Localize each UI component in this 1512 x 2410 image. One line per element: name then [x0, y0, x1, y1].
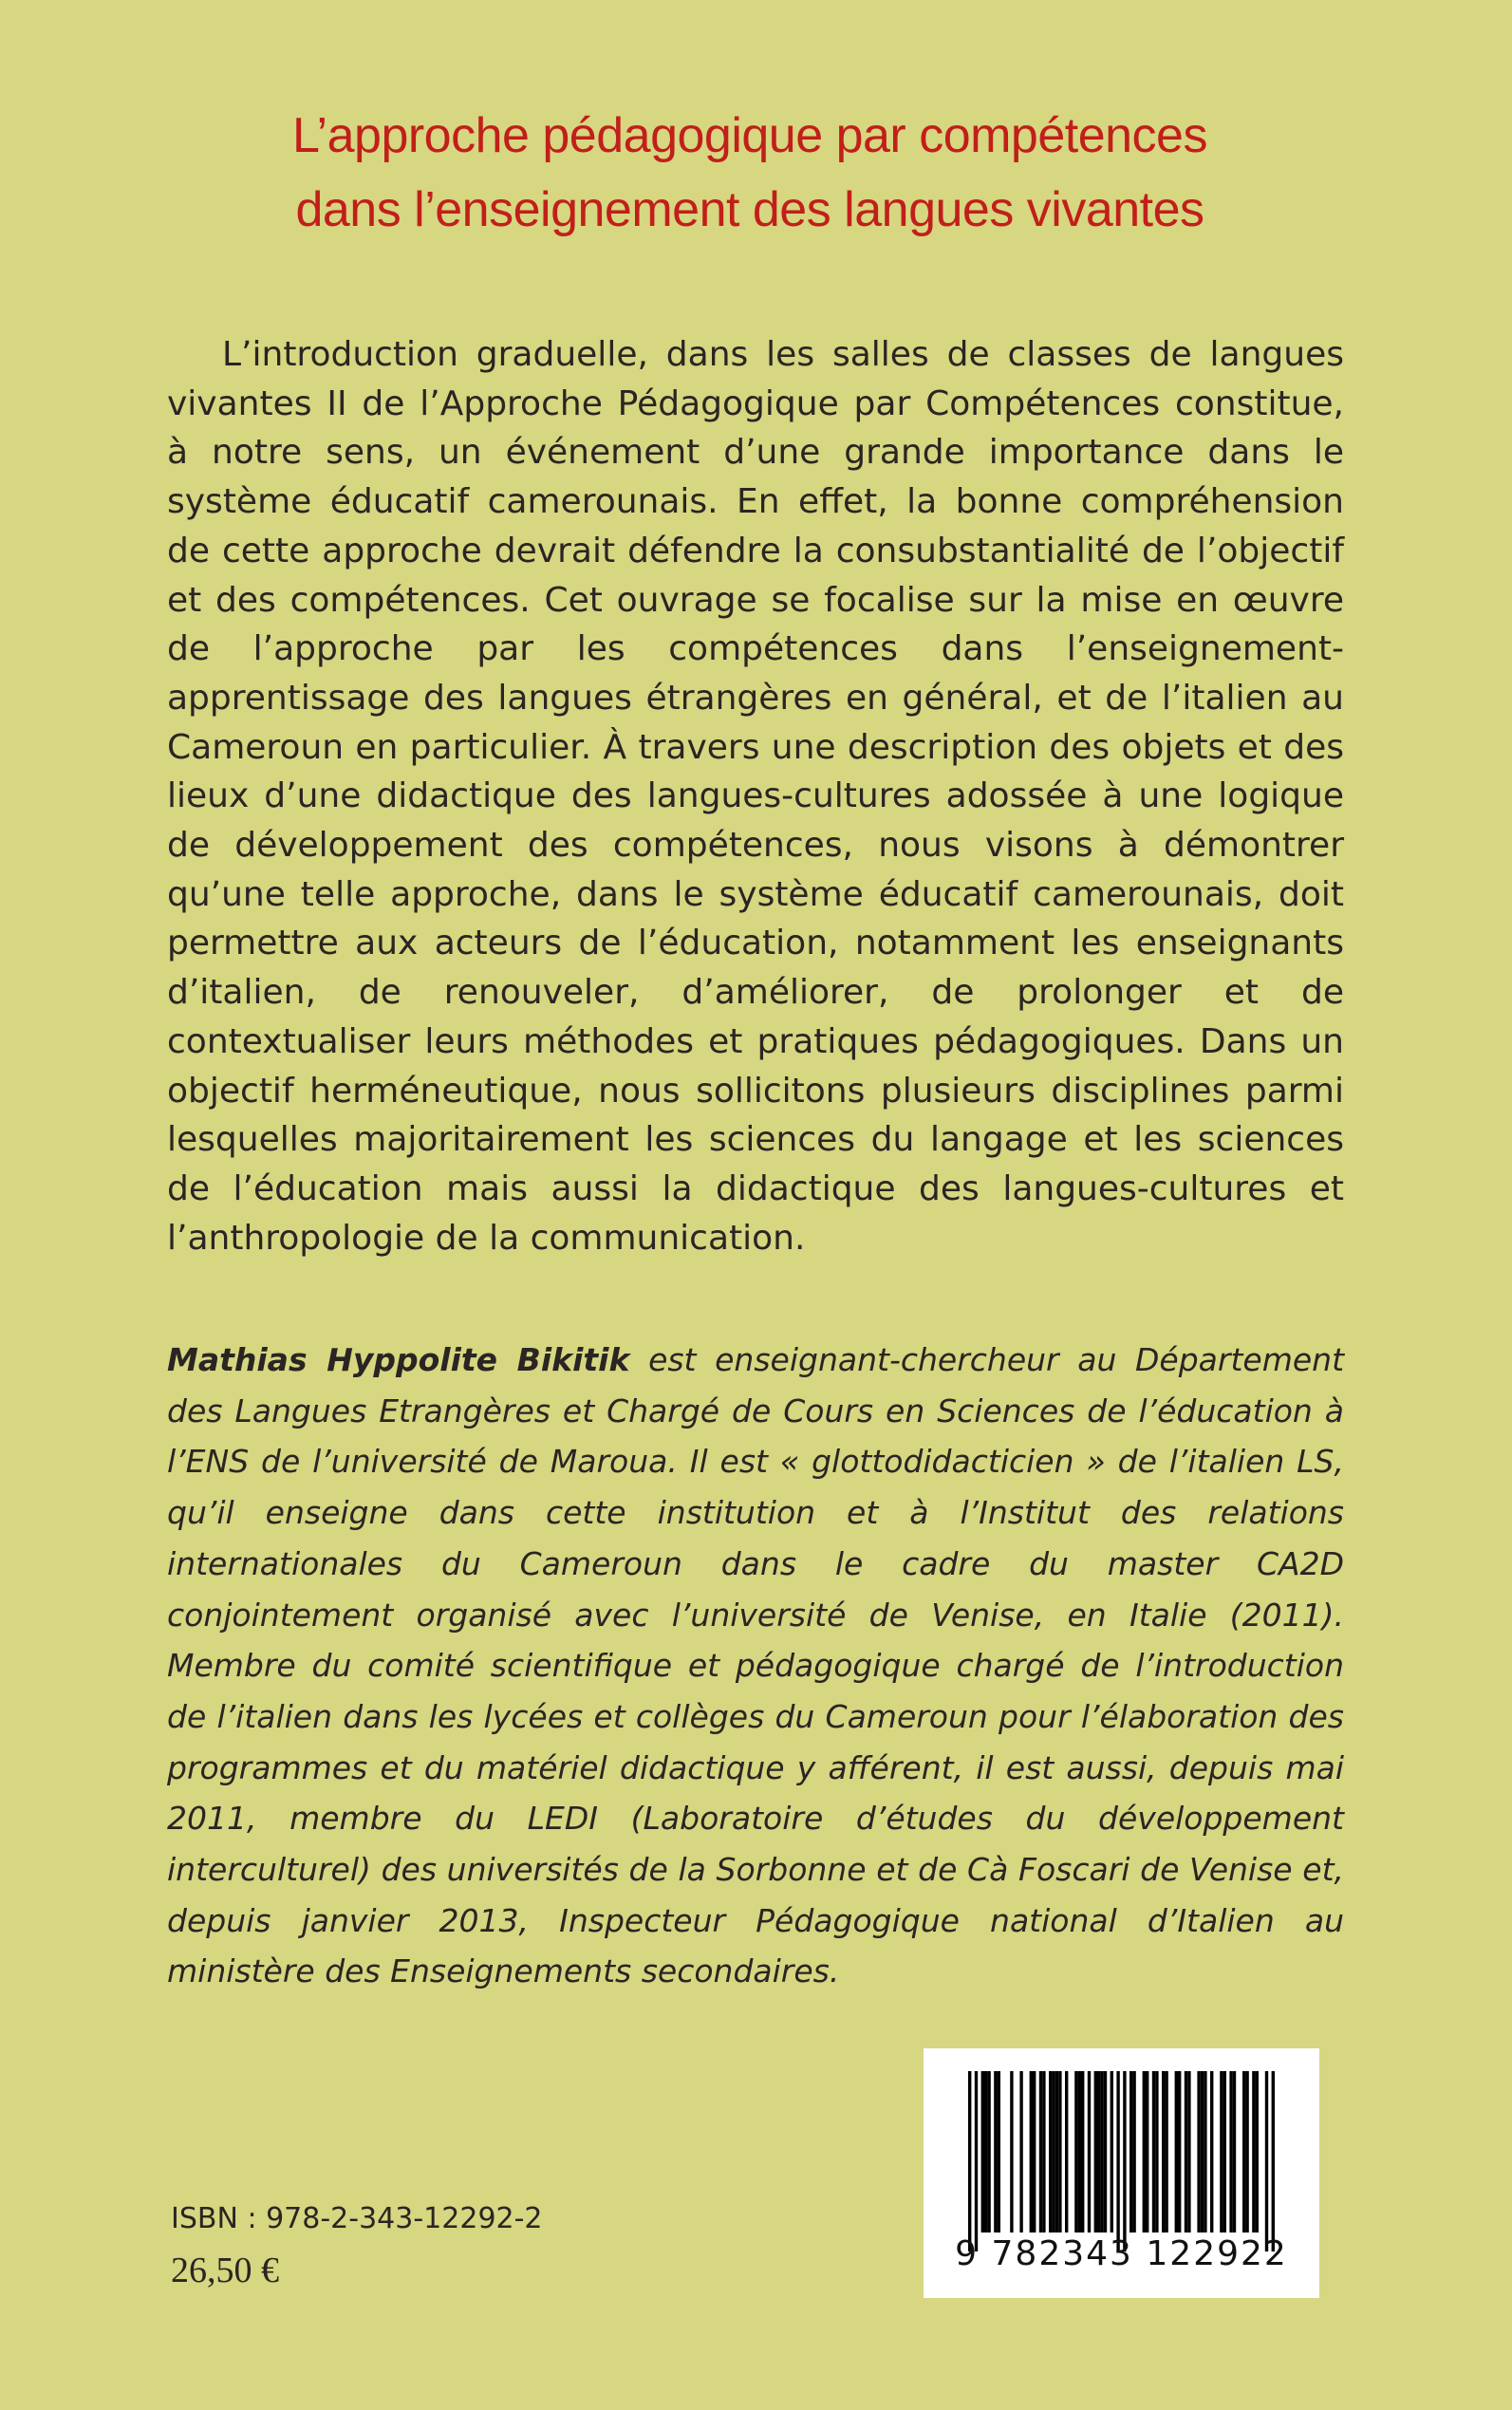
barcode-bar — [1111, 2071, 1113, 2233]
barcode-bar — [1185, 2071, 1187, 2233]
book-title-line-1: L’approche pédagogique par compétences — [292, 108, 1207, 163]
barcode-bar — [1155, 2071, 1158, 2233]
author-name: Mathias Hyppolite Bikitik — [167, 1341, 630, 1378]
barcode-bar — [1129, 2071, 1132, 2233]
summary-block — [167, 330, 1344, 1262]
barcode-digits: 9 782343 122922 — [955, 2234, 1288, 2273]
barcode-bar — [1055, 2071, 1058, 2233]
barcode-bar — [1242, 2071, 1245, 2233]
barcode-bar — [1010, 2071, 1013, 2233]
barcode-bar — [1252, 2071, 1255, 2233]
barcode-bar — [1165, 2071, 1167, 2233]
barcode-bar — [1065, 2071, 1068, 2233]
book-title — [190, 99, 1310, 247]
barcode-bar — [1019, 2071, 1022, 2233]
barcode-bar — [1058, 2071, 1061, 2233]
barcode-bar — [1097, 2071, 1100, 2233]
barcode-bar — [968, 2071, 971, 2251]
barcode-bar — [975, 2071, 978, 2251]
barcode-bar — [987, 2071, 990, 2233]
author-bio-paragraph — [167, 1335, 1344, 1997]
price-label: 26,50 € — [171, 2251, 279, 2290]
barcode-bar — [1039, 2071, 1042, 2233]
barcode — [924, 2048, 1319, 2298]
barcode-bar — [1233, 2071, 1236, 2233]
barcode-bar — [1272, 2071, 1275, 2251]
barcode-bar — [994, 2071, 997, 2233]
barcode-bar — [1104, 2071, 1107, 2233]
barcode-bar — [1152, 2071, 1155, 2233]
barcode-bar — [1078, 2071, 1081, 2233]
barcode-bar — [1187, 2071, 1190, 2233]
barcode-bar — [1229, 2071, 1232, 2233]
barcode-bar — [1049, 2071, 1052, 2233]
barcode-bar — [1116, 2071, 1119, 2251]
barcode-bar — [1143, 2071, 1146, 2233]
barcode-bar — [1175, 2071, 1178, 2233]
barcode-bar — [1265, 2071, 1268, 2251]
barcode-bar — [984, 2071, 987, 2233]
barcode-bar — [1146, 2071, 1148, 2233]
barcode-bar — [1223, 2071, 1226, 2233]
barcode-bar — [1245, 2071, 1248, 2233]
barcode-bar — [1256, 2071, 1259, 2233]
barcode-bar — [1132, 2071, 1135, 2233]
barcode-bar — [1123, 2071, 1126, 2251]
barcode-bar — [1204, 2071, 1206, 2233]
barcode-bar — [1178, 2071, 1181, 2233]
barcode-bar — [1088, 2071, 1091, 2233]
barcode-bar — [1162, 2071, 1165, 2233]
summary-paragraph: L’introduction graduelle, dans les salles de classes de langues vivantes II de l’Approche Pédagogique par Compétences constitue, à notre sens, un événement d’une grande importance dans le système éducatif camerounais. En effet, la bonne compréhension de cette approche devrait défendre la consubstantialité de l’objectif et des compétences. Cet ouvrage se focalise sur la mise en œuvre de l’approche par les compétences dans l’enseignement-apprentissage des langues étrangères en général, et de l’italien au Cameroun en particulier. À travers une description des objets et des lieux d’une didactique des langues-cultures adossée à une logique de développement des compétences, nous visons à démontrer qu’une telle approche, dans le système éducatif camerounais, doit permettre aux acteurs de l’éducation, notamment les enseignants d’italien, de renouveler, d’améliorer, de prolonger et de contextualiser leurs méthodes et pratiques pédagogiques. Dans un objectif herméneutique, nous sollicitons plusieurs disciplines parmi lesquelles majoritairement les sciences du langage et les sciences de l’éducation mais aussi la didactique des langues-cultures et l’anthropologie de la communication. — [167, 335, 1344, 1258]
author-bio-block — [167, 1335, 1344, 1997]
barcode-bar — [1100, 2071, 1103, 2233]
book-title-line-2: dans l’enseignement des langues vivantes — [295, 182, 1204, 237]
author-bio-text: est enseignant-chercheur au Département des Langues Etrangères et Chargé de Cours en Sciences de l’éducation à l’ENS de l’université de Maroua. Il est « glottodidacticien » de l’italien LS, qu’il enseigne dans cette institution et à l’Institut des relations internationales du Cameroun dans le cadre du master CA2D conjointement organisé avec l’université de Venise, en Italie (2011). Membre du comité scientifique et pédagogique chargé de l’introduction de l’italien dans les lycées et collèges du Cameroun pour l’élaboration des programmes et du matériel didactique y afférent, il est aussi, depuis mai 2011, membre du LEDI (Laboratoire d’études du développement interculturel) des universités de la Sorbonne et de Cà Foscari de Venise et, depuis janvier 2013, Inspecteur Pédagogique national d’Italien au ministère des Enseignements secondaires. — [167, 1341, 1345, 1990]
barcode-bar — [998, 2071, 1000, 2233]
barcode-bar — [1052, 2071, 1055, 2233]
barcode-bar — [1042, 2071, 1045, 2233]
barcode-bar — [1201, 2071, 1204, 2233]
barcode-bar — [1081, 2071, 1084, 2233]
barcode-bar — [1094, 2071, 1097, 2233]
barcode-bar — [1210, 2071, 1213, 2233]
barcode-bar — [1220, 2071, 1223, 2233]
barcode-bar — [1197, 2071, 1200, 2233]
isbn-label: ISBN : 978-2-343-12292-2 — [171, 2202, 543, 2235]
barcode-bar — [981, 2071, 984, 2233]
barcode-bar — [1030, 2071, 1033, 2233]
barcode-bar — [1033, 2071, 1036, 2233]
barcode-bar — [1074, 2071, 1077, 2233]
